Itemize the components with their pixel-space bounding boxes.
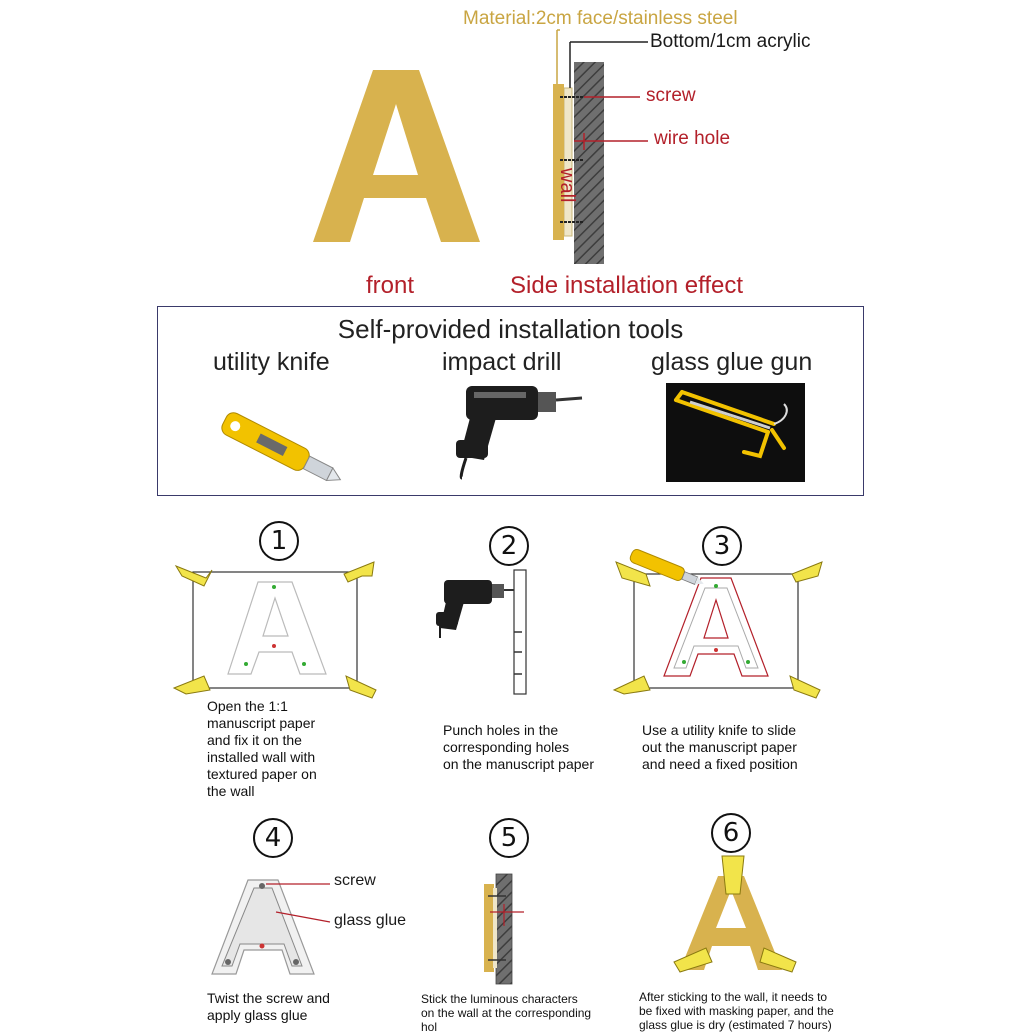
step-1-line: the wall [207, 783, 255, 799]
step-1-number: 1 [259, 521, 299, 561]
step-5-line: hol [421, 1020, 438, 1034]
step-1-line: installed wall with [207, 749, 316, 765]
step-3-number: 3 [702, 526, 742, 566]
tool-label-drill: impact drill [442, 348, 562, 376]
step-5-line: on the wall at the corresponding [421, 1006, 592, 1020]
bottom-label: Bottom/1cm acrylic [650, 31, 811, 52]
wire-hole-label: wire hole [654, 128, 731, 149]
material-label: Material:2cm face/stainless steel [463, 8, 738, 29]
wall-label: wall [556, 168, 578, 203]
step-3-line: out the manuscript paper [642, 739, 797, 755]
tool-label-knife: utility knife [213, 348, 330, 376]
front-caption: front [366, 272, 415, 299]
step-2-number: 2 [489, 526, 529, 566]
step-6-line: be fixed with masking paper, and the [639, 1004, 834, 1018]
step-1-line: Open the 1:1 [207, 698, 288, 714]
tools-title: Self-provided installation tools [337, 314, 684, 344]
step-6-line: glass glue is dry (estimated 7 hours) [639, 1018, 832, 1032]
tool-label-glue-gun: glass glue gun [651, 348, 813, 376]
step-2-line: Punch holes in the [443, 722, 559, 738]
step-2-line: on the manuscript paper [443, 756, 594, 772]
step-1-line: textured paper on [207, 766, 317, 782]
step-4-line: Twist the screw and [207, 990, 330, 1006]
step-2-line: corresponding holes [443, 739, 570, 755]
step-5-number: 5 [489, 818, 529, 858]
side-caption: Side installation effect [510, 272, 744, 299]
step-4-number: 4 [253, 818, 293, 858]
step-4-line: apply glass glue [207, 1007, 308, 1023]
step-1-line: and fix it on the [207, 732, 302, 748]
step-3-line: Use a utility knife to slide [642, 722, 797, 738]
step-3-line: and need a fixed position [642, 756, 798, 772]
step-6-number: 6 [711, 813, 751, 853]
step-4-glue-label: glass glue [334, 912, 407, 929]
screw-label: screw [646, 85, 696, 106]
step-6-line: After sticking to the wall, it needs to [639, 990, 828, 1004]
step-4-screw-label: screw [334, 872, 376, 889]
step-5-line: Stick the luminous characters [421, 992, 578, 1006]
step-1-line: manuscript paper [207, 715, 316, 731]
step-6-text [639, 990, 834, 1032]
